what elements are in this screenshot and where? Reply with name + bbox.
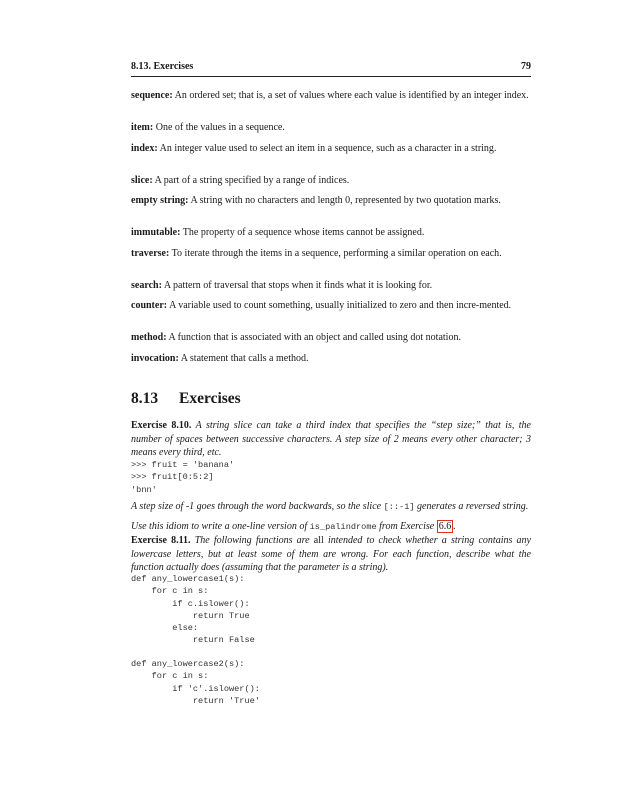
glossary-term: traverse: <box>131 248 170 259</box>
glossary-definition: To iterate through the items in a sequence, performing a similar operation on each. <box>171 248 502 259</box>
section-title-text: Exercises <box>179 390 241 407</box>
glossary-entry-item <box>131 121 555 134</box>
glossary-entry-search <box>131 279 555 292</box>
idiom-instruction <box>131 520 531 535</box>
glossary-definition: An integer value used to select an item in a sequence, such as a character in a string. <box>159 143 497 154</box>
exercise-8-10-statement <box>131 419 531 460</box>
exercise-8-11-statement <box>131 534 531 575</box>
glossary-entry-immutable <box>131 226 555 239</box>
inline-code: [::-1] <box>383 502 415 512</box>
glossary-definition: A pattern of traversal that stops when it finds what it is looking for. <box>163 280 433 291</box>
instruction-text: from Exercise <box>376 521 437 532</box>
exercise-label: Exercise 8.10. <box>131 420 192 431</box>
step-size-note <box>131 500 531 515</box>
glossary-term: sequence: <box>131 90 173 101</box>
exercise-text: The following functions are <box>194 535 314 546</box>
glossary-entry-slice <box>131 174 555 187</box>
page-number: 79 <box>521 61 531 72</box>
inline-code: is_palindrome <box>309 522 377 532</box>
instruction-text: Use this idiom to write a one-line version of <box>131 521 310 532</box>
glossary-term: counter: <box>131 300 168 311</box>
glossary-term: search: <box>131 280 162 291</box>
exercise-text: A string slice can take a third index that specifies the “step size;” that is, the number of spaces between successive characters. A step size of 2 means every other character; 3 means every third, etc. <box>131 420 531 458</box>
glossary-definition: A part of a string specified by a range of indices. <box>154 175 350 186</box>
glossary-entry-sequence <box>131 89 555 102</box>
glossary-definition: A statement that calls a method. <box>180 353 309 364</box>
code-block-any-lowercase1: def any_lowercase1(s): for c in s: if c.islower(): return True else: return False <box>131 574 255 646</box>
code-block-slice-example: >>> fruit = 'banana' >>> fruit[0:5:2] 'bnn' <box>131 460 235 495</box>
glossary-term: method: <box>131 332 167 343</box>
exercise-label: Exercise 8.11. <box>131 535 191 546</box>
instruction-text: . <box>453 521 456 532</box>
glossary-entry-counter <box>131 299 555 312</box>
glossary-definition: A string with no characters and length 0, represented by two quotation marks. <box>190 195 501 206</box>
glossary-term: empty string: <box>131 195 189 206</box>
glossary-term: immutable: <box>131 227 181 238</box>
glossary-definition: A variable used to count something, usually initialized to zero and then incre-mented. <box>169 300 512 311</box>
glossary-term: slice: <box>131 175 153 186</box>
section-heading <box>131 390 531 408</box>
section-number: 8.13 <box>131 390 159 407</box>
glossary-definition: One of the values in a sequence. <box>155 122 285 133</box>
note-text: A step size of -1 goes through the word backwards, so the slice <box>131 501 384 512</box>
header-section-title: 8.13. Exercises <box>131 61 194 72</box>
glossary-entry-empty-string <box>131 194 555 207</box>
code-block-any-lowercase2: def any_lowercase2(s): for c in s: if 'c'.islower(): return 'True' <box>131 659 260 706</box>
glossary-definition: An ordered set; that is, a set of values where each value is identified by an integer index. <box>174 90 529 101</box>
running-header <box>131 60 531 77</box>
glossary-definition: A function that is associated with an object and called using dot notation. <box>168 332 461 343</box>
glossary-entry-method <box>131 331 555 344</box>
emphasis-word: all <box>313 535 324 546</box>
note-text: generates a reversed string. <box>414 501 529 512</box>
glossary-term: index: <box>131 143 158 154</box>
exercise-text: intended to check whether a string contains any lowercase letters, but at least some of them are wrong. For each function, describe what the function actually does (assuming that the parameter is a string). <box>131 535 531 573</box>
glossary-entry-invocation <box>131 352 555 365</box>
glossary-entry-index <box>131 142 555 155</box>
glossary-entry-traverse <box>131 247 555 260</box>
glossary-term: invocation: <box>131 353 179 364</box>
glossary-definition: The property of a sequence whose items cannot be assigned. <box>182 227 425 238</box>
glossary-term: item: <box>131 122 154 133</box>
exercise-link[interactable]: 6.6 <box>438 521 452 532</box>
